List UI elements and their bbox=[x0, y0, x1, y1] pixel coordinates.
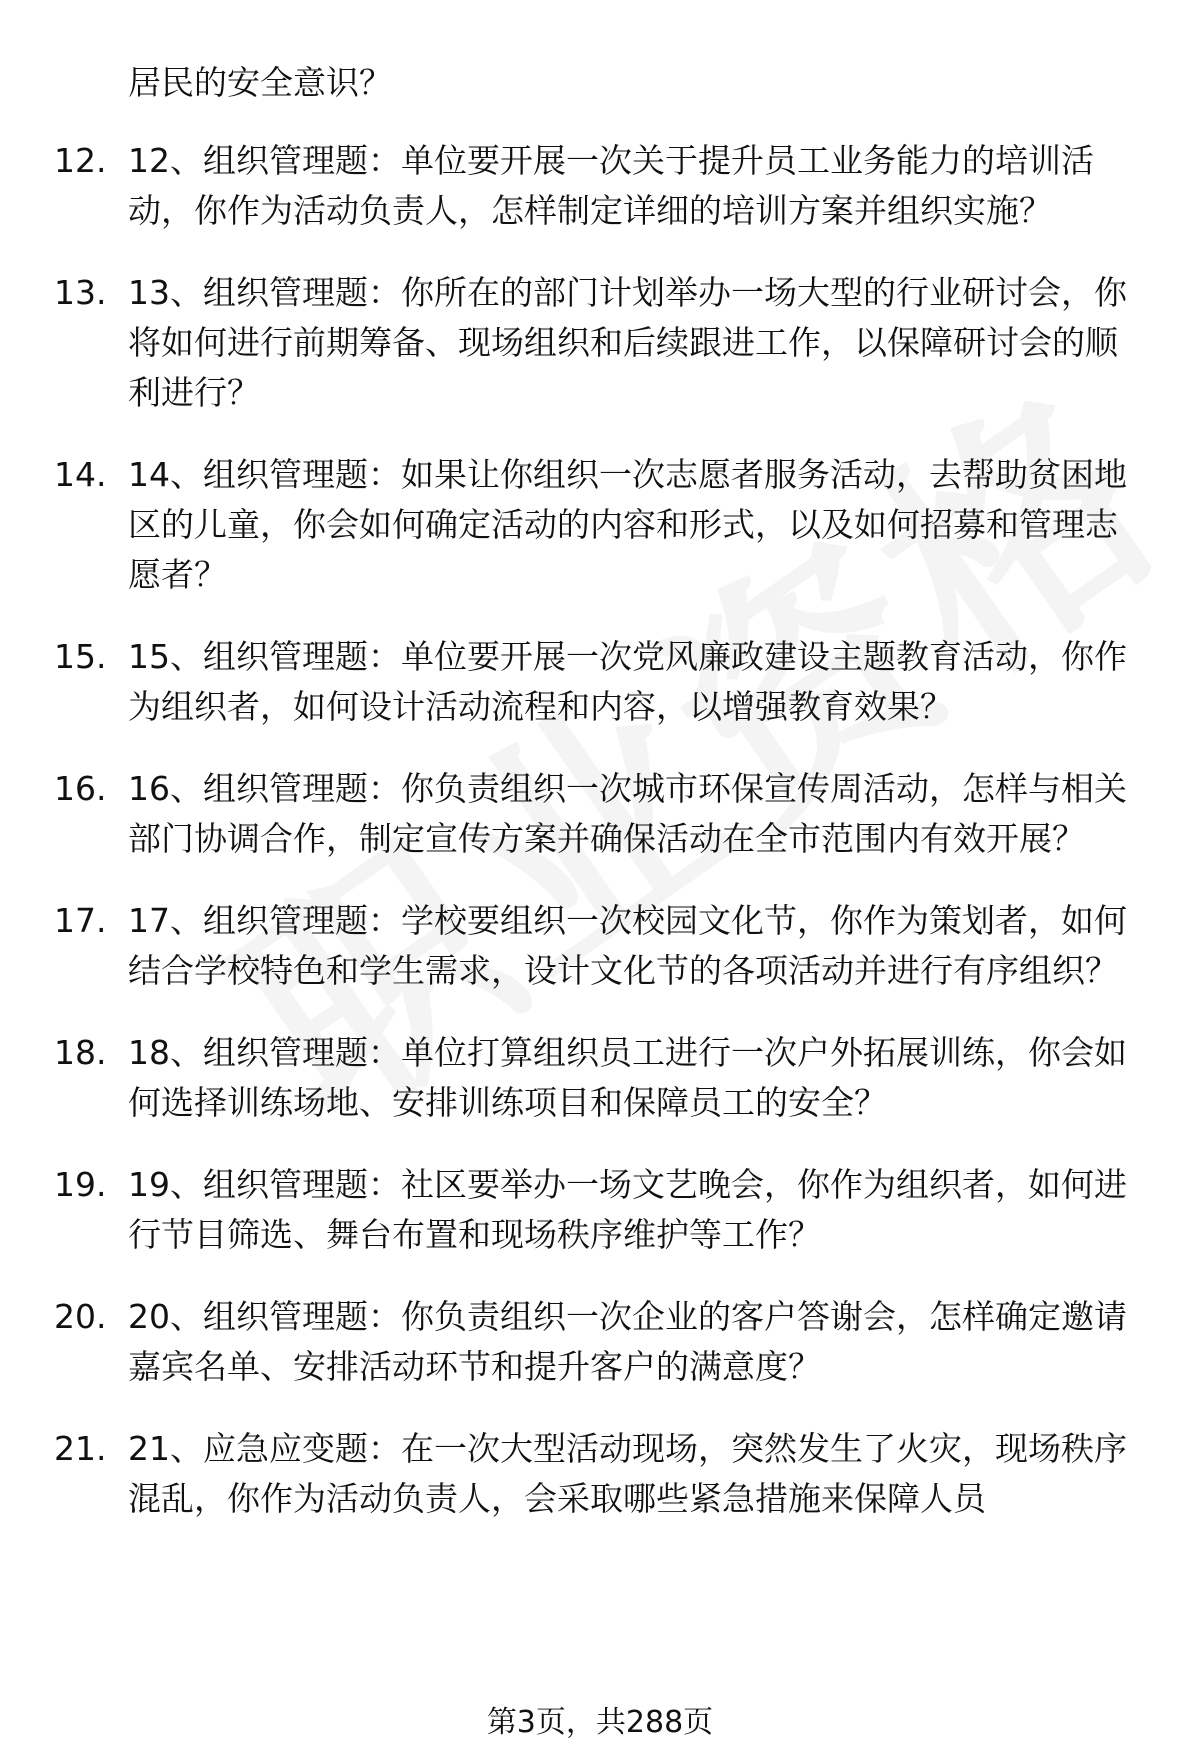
question-text: 12、组织管理题：单位要开展一次关于提升员工业务能力的培训活动，你作为活动负责人，怎样制定详细的培训方案并组织实施？ bbox=[128, 141, 1094, 230]
question-text: 17、组织管理题：学校要组织一次校园文化节，你作为策划者，如何结合学校特色和学生需求，设计文化节的各项活动并进行有序组织？ bbox=[128, 901, 1127, 990]
question-item-21 bbox=[54, 1424, 1148, 1524]
question-item-20 bbox=[54, 1292, 1148, 1392]
question-number: 13. bbox=[54, 273, 107, 312]
question-text: 18、组织管理题：单位打算组织员工进行一次户外拓展训练，你会如何选择训练场地、安排训练项目和保障员工的安全？ bbox=[128, 1033, 1127, 1122]
page-footer: 第3页，共288页 bbox=[486, 1705, 714, 1740]
question-text: 19、组织管理题：社区要举办一场文艺晚会，你作为组织者，如何进行节目筛选、舞台布置和现场秩序维护等工作？ bbox=[128, 1165, 1127, 1254]
question-number: 14. bbox=[54, 455, 107, 494]
question-number: 16. bbox=[54, 769, 107, 808]
question-number: 21. bbox=[54, 1429, 107, 1468]
document-content bbox=[0, 58, 1200, 1556]
question-list bbox=[0, 136, 1200, 1524]
question-text: 14、组织管理题：如果让你组织一次志愿者服务活动，去帮助贫困地区的儿童，你会如何确定活动的内容和形式，以及如何招募和管理志愿者？ bbox=[128, 455, 1127, 594]
question-number: 20. bbox=[54, 1297, 107, 1336]
question-text: 20、组织管理题：你负责组织一次企业的客户答谢会，怎样确定邀请嘉宾名单、安排活动环节和提升客户的满意度？ bbox=[128, 1297, 1127, 1386]
question-item-14 bbox=[54, 450, 1148, 600]
question-number: 19. bbox=[54, 1165, 107, 1204]
question-number: 15. bbox=[54, 637, 107, 676]
question-item-18 bbox=[54, 1028, 1148, 1128]
question-item-16 bbox=[54, 764, 1148, 864]
question-item-12 bbox=[54, 136, 1148, 236]
question-text: 15、组织管理题：单位要开展一次党风廉政建设主题教育活动，你作为组织者，如何设计活动流程和内容，以增强教育效果？ bbox=[128, 637, 1127, 726]
question-number: 12. bbox=[54, 141, 107, 180]
question-item-13 bbox=[54, 268, 1148, 418]
question-item-17 bbox=[54, 896, 1148, 996]
question-number: 17. bbox=[54, 901, 107, 940]
question-text: 16、组织管理题：你负责组织一次城市环保宣传周活动，怎样与相关部门协调合作，制定宣传方案并确保活动在全市范围内有效开展？ bbox=[128, 769, 1127, 858]
question-item-19 bbox=[54, 1160, 1148, 1260]
continued-question-text: 居民的安全意识？ bbox=[128, 63, 392, 102]
question-text: 13、组织管理题：你所在的部门计划举办一场大型的行业研讨会，你将如何进行前期筹备、现场组织和后续跟进工作，以保障研讨会的顺利进行？ bbox=[128, 273, 1127, 412]
question-number: 18. bbox=[54, 1033, 107, 1072]
question-item-15 bbox=[54, 632, 1148, 732]
question-text: 21、应急应变题：在一次大型活动现场，突然发生了火灾，现场秩序混乱，你作为活动负责人，会采取哪些紧急措施来保障人员 bbox=[128, 1429, 1127, 1518]
